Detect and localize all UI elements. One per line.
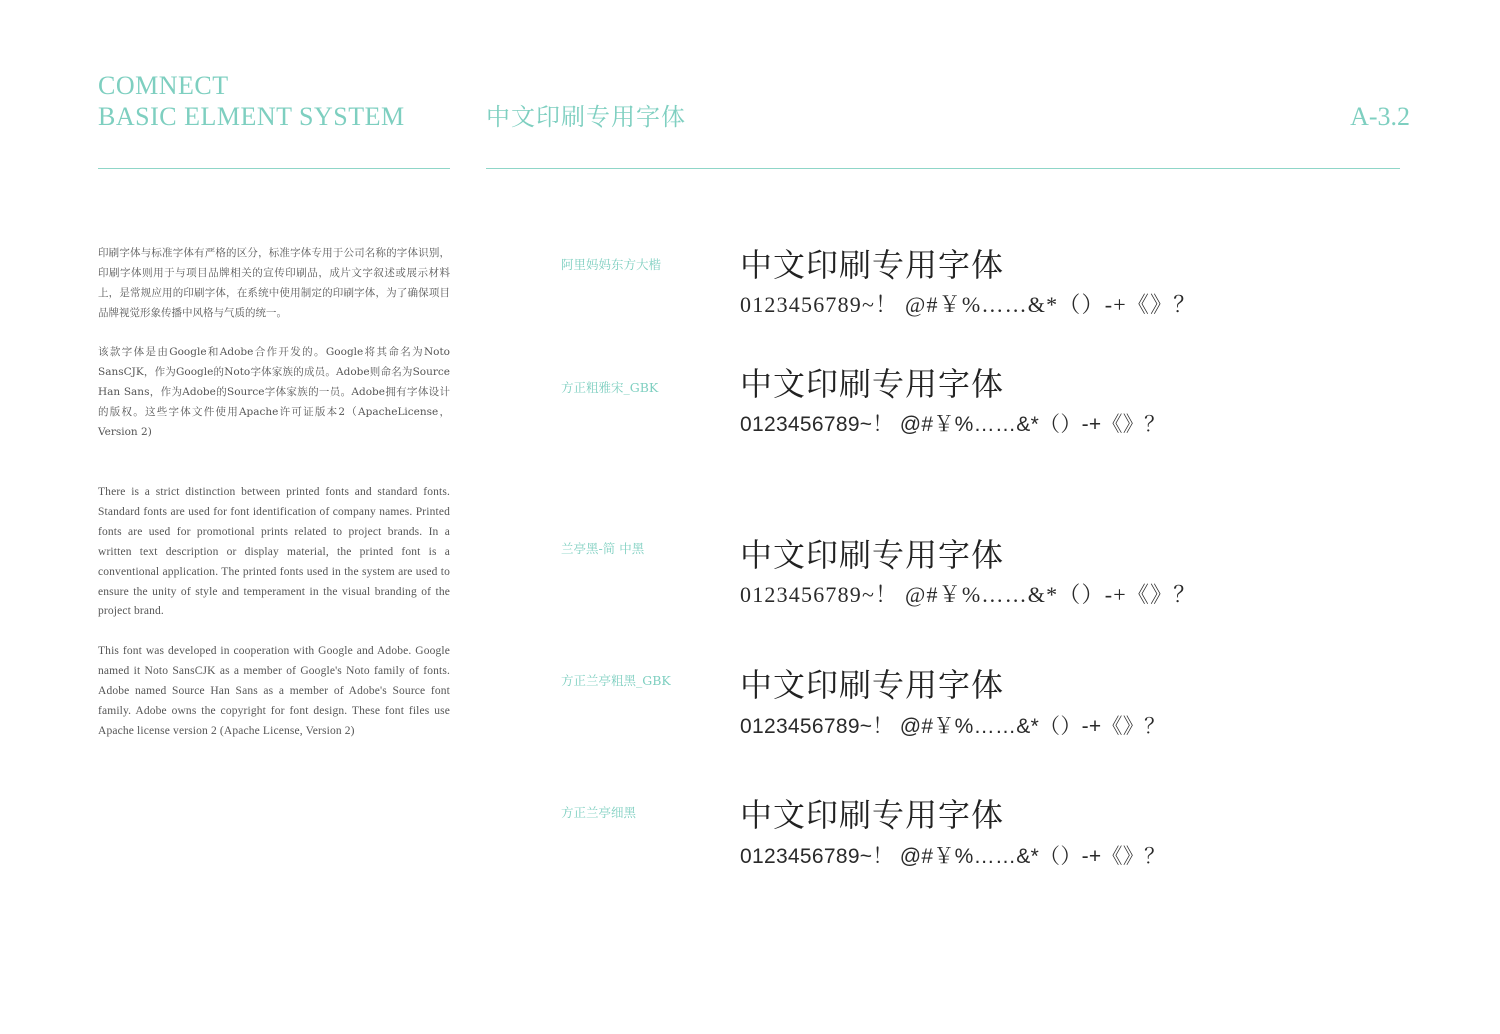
font-sample-characters: 0123456789~！ @#￥%……&*（）-+《》？ [740, 582, 1197, 607]
font-sample-characters: 0123456789~！ @#￥%……&*（）-+《》？ [740, 413, 1166, 436]
font-sample-heading: 中文印刷专用字体 [740, 365, 1005, 403]
font-sample-heading: 中文印刷专用字体 [740, 536, 1005, 574]
brand-block [98, 70, 405, 132]
description-zh-paragraph-1: 印刷字体与标准字体有严格的区分，标准字体专用于公司名称的字体识别，印刷字体则用于与项目品牌相关的宣传印刷品，成片文字叙述或展示材料上，是常规应用的印刷字体，在系统中使用制定的印刷字体，为了确保项目品牌视觉形象传播中风格与气质的统一。 [98, 247, 450, 319]
header-divider-right [486, 168, 1400, 169]
font-sample-characters: 0123456789~！ @#￥%……&*（）-+《》？ [740, 292, 1197, 317]
description-en-paragraph-2: This font was developed in cooperation with Google and Adobe. Google named it Noto SansCJK as a member of Google's Noto family of fonts. Adobe named Source Han Sans as a member of Adobe's Source font family. Adobe owns the copyright for font design. These font files use Apache license version 2 (Apache License, Version 2) [98, 645, 450, 737]
brand-subtitle: BASIC ELMENT SYSTEM [98, 102, 405, 131]
font-sample-characters: 0123456789~！ @#￥%……&*（）-+《》？ [740, 845, 1166, 868]
font-sample-label: 阿里妈妈东方大楷 [561, 257, 662, 272]
header-divider-left [98, 168, 450, 169]
page-number: A-3.2 [1350, 102, 1410, 131]
font-sample-heading: 中文印刷专用字体 [740, 796, 1005, 834]
page-title: 中文印刷专用字体 [486, 103, 686, 131]
description-zh-paragraph-2: 该款字体是由Google和Adobe合作开发的。Google将其命名为Noto SansCJK，作为Google的Noto字体家族的成员。Adobe则命名为Source Han Sans，作为Adobe的Source字体家族的一员。Adobe拥有字体设计的版权。这些字体文件使用Apache许可证版本2（ApacheLicense， Version 2) [98, 346, 450, 438]
font-sample-characters: 0123456789~！ @#￥%……&*（）-+《》？ [740, 715, 1166, 738]
font-sample-label: 方正粗雅宋_GBK [561, 380, 659, 395]
description-en-paragraph-1: There is a strict distinction between printed fonts and standard fonts. Standard fonts are used for font identification of company names. Printed fonts are used for promotional prints related to project brands. In a written text description or display material, the printed font is a conventional application. The printed fonts used in the system are used to ensure the unity of style and temperament in the visual branding of the project brand. [98, 486, 450, 618]
font-sample-label: 方正兰亭细黑 [561, 805, 637, 820]
font-sample-heading: 中文印刷专用字体 [740, 666, 1005, 704]
font-sample-label: 方正兰亭粗黑_GBK [561, 673, 671, 688]
font-sample-label: 兰亭黑-简 中黑 [561, 541, 645, 556]
brand-name: COMNECT [98, 71, 229, 100]
font-sample-heading: 中文印刷专用字体 [740, 246, 1005, 284]
